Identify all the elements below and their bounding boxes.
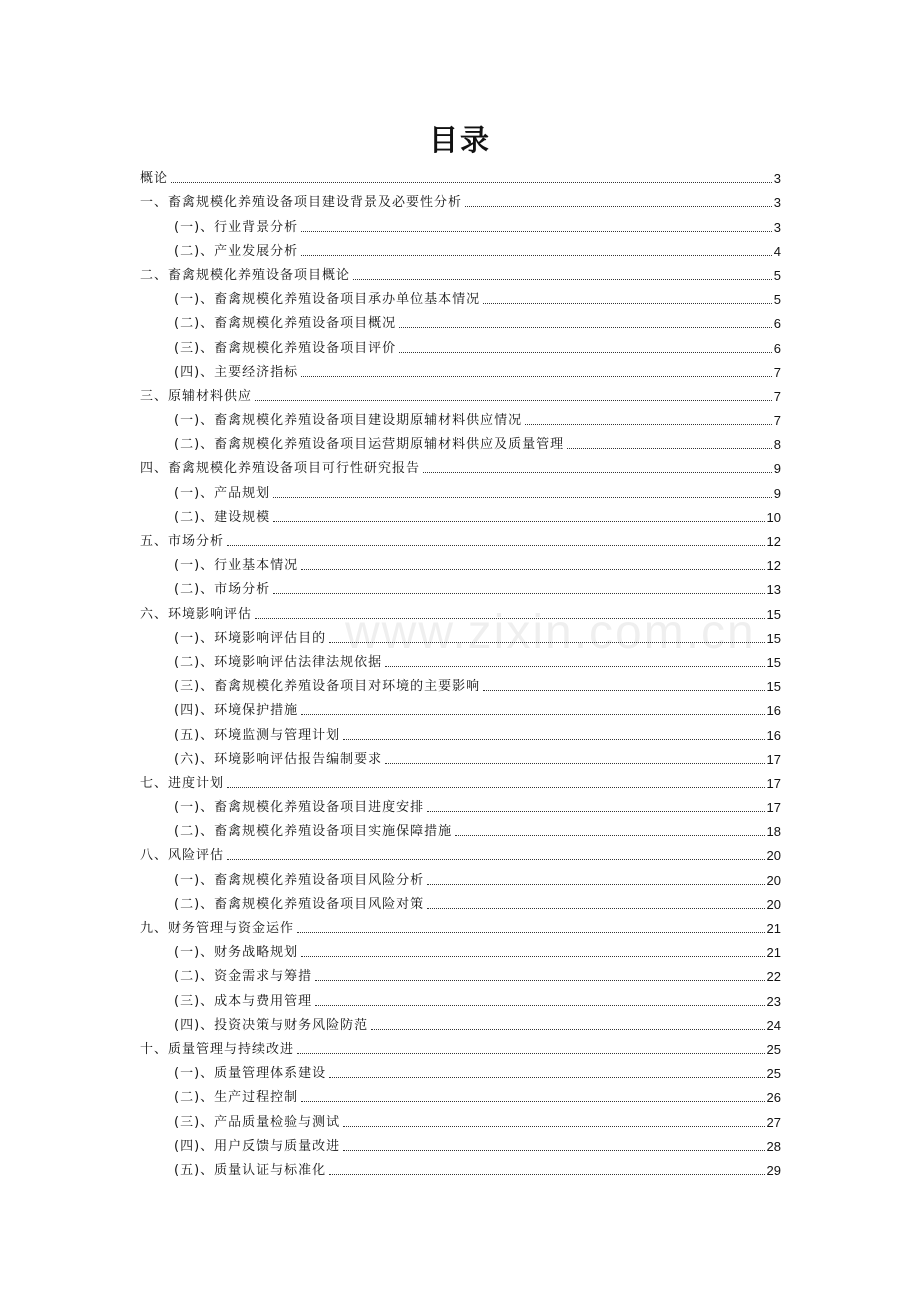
toc-entry-page-number: 15	[766, 679, 781, 695]
toc-entry[interactable]	[140, 743, 781, 767]
toc-entry[interactable]	[140, 1154, 781, 1178]
toc-entry-label: (二)、畜禽规模化养殖设备项目运营期原辅材料供应及质量管理	[174, 437, 565, 453]
toc-entry-page-number: 16	[766, 703, 781, 719]
toc-entry[interactable]	[140, 162, 781, 186]
toc-entry[interactable]	[140, 1130, 781, 1154]
toc-entry-page-number: 17	[766, 751, 781, 767]
dot-leader	[399, 352, 772, 353]
toc-entry-label: (二)、建设规模	[174, 509, 271, 525]
toc-entry-page-number: 3	[773, 171, 781, 187]
dot-leader	[315, 980, 764, 981]
toc-entry[interactable]	[140, 767, 781, 791]
toc-entry-page-number: 22	[766, 969, 781, 985]
dot-leader	[255, 618, 765, 619]
dot-leader	[465, 206, 772, 207]
toc-entry-label: (三)、成本与费用管理	[174, 993, 313, 1009]
toc-entry-page-number: 23	[766, 993, 781, 1009]
toc-entry[interactable]	[140, 404, 781, 428]
table-of-contents	[140, 162, 781, 1178]
watermark: www.zixin.com.cn	[345, 606, 756, 659]
toc-entry-page-number: 12	[766, 534, 781, 549]
toc-entry-page-number: 3	[773, 195, 781, 211]
dot-leader	[427, 811, 764, 812]
dot-leader	[273, 593, 764, 594]
toc-entry-label: 十、质量管理与持续改进	[140, 1041, 295, 1057]
toc-entry-label: (一)、行业基本情况	[174, 558, 299, 574]
toc-entry-label: (一)、行业背景分析	[174, 219, 299, 235]
toc-entry-label: (一)、畜禽规模化养殖设备项目风险分析	[174, 872, 425, 888]
toc-entry[interactable]	[140, 1033, 781, 1057]
toc-entry-page-number: 5	[773, 267, 781, 283]
toc-entry-label: (三)、畜禽规模化养殖设备项目评价	[174, 340, 397, 356]
toc-entry-label: (二)、生产过程控制	[174, 1090, 299, 1106]
dot-leader	[371, 1029, 764, 1030]
toc-entry[interactable]	[140, 452, 781, 476]
toc-entry-page-number: 15	[766, 606, 781, 622]
toc-entry-page-number: 7	[773, 413, 781, 429]
toc-entry-label: 一、畜禽规模化养殖设备项目建设背景及必要性分析	[140, 195, 463, 211]
dot-leader	[427, 908, 764, 909]
dot-leader	[329, 1077, 764, 1078]
toc-entry-page-number: 26	[766, 1090, 781, 1106]
toc-entry-label: (二)、市场分析	[174, 582, 271, 598]
toc-entry[interactable]	[140, 694, 781, 718]
dot-leader	[301, 231, 772, 232]
toc-entry-label: 二、畜禽规模化养殖设备项目概论	[140, 267, 351, 283]
dot-leader	[525, 424, 772, 425]
toc-entry-page-number: 8	[773, 437, 781, 453]
toc-entry[interactable]	[140, 1057, 781, 1081]
toc-entry-page-number: 29	[766, 1162, 781, 1178]
toc-entry-label: 八、风险评估	[140, 848, 225, 864]
toc-entry-page-number: 21	[766, 945, 781, 961]
toc-entry-label: 七、进度计划	[140, 775, 225, 791]
toc-entry-page-number: 4	[773, 243, 781, 259]
toc-entry-page-number: 20	[766, 848, 781, 864]
dot-leader	[385, 763, 764, 764]
toc-entry[interactable]	[140, 186, 781, 210]
toc-entry-label: (三)、产品质量检验与测试	[174, 1114, 341, 1130]
toc-entry[interactable]	[140, 912, 781, 936]
toc-entry[interactable]	[140, 960, 781, 984]
toc-entry-label: 三、原辅材料供应	[140, 388, 253, 404]
dot-leader	[423, 472, 772, 473]
dot-leader	[301, 1101, 764, 1102]
toc-entry[interactable]	[140, 1009, 781, 1033]
toc-entry-page-number: 7	[773, 364, 781, 380]
toc-entry-page-number: 5	[773, 292, 781, 308]
toc-entry[interactable]	[140, 622, 781, 646]
toc-entry-label: (四)、用户反馈与质量改进	[174, 1138, 341, 1154]
toc-entry-page-number: 3	[773, 219, 781, 235]
toc-entry[interactable]	[140, 646, 781, 670]
toc-entry-page-number: 9	[773, 461, 781, 477]
toc-entry-page-number: 10	[766, 509, 781, 525]
toc-entry[interactable]	[140, 597, 781, 621]
toc-entry[interactable]	[140, 501, 781, 525]
toc-entry[interactable]	[140, 356, 781, 380]
toc-entry[interactable]	[140, 1105, 781, 1129]
toc-entry-page-number: 13	[766, 582, 781, 598]
toc-entry-label: (一)、财务战略规划	[174, 945, 299, 961]
dot-leader	[483, 303, 772, 304]
toc-entry[interactable]	[140, 791, 781, 815]
dot-leader	[301, 714, 764, 715]
toc-entry[interactable]	[140, 549, 781, 573]
toc-entry-label: (四)、环境保护措施	[174, 703, 299, 719]
dot-leader	[329, 642, 764, 643]
dot-leader	[483, 690, 764, 691]
toc-entry[interactable]	[140, 573, 781, 597]
toc-entry[interactable]	[140, 476, 781, 500]
toc-entry-label: (一)、畜禽规模化养殖设备项目进度安排	[174, 800, 425, 816]
dot-leader	[329, 1174, 764, 1175]
toc-entry[interactable]	[140, 1081, 781, 1105]
toc-entry-page-number: 16	[766, 727, 781, 743]
toc-entry-page-number: 6	[773, 316, 781, 332]
dot-leader	[227, 859, 765, 860]
toc-entry-label: (四)、主要经济指标	[174, 364, 299, 380]
toc-entry[interactable]	[140, 936, 781, 960]
toc-entry[interactable]	[140, 331, 781, 355]
toc-entry-page-number: 20	[766, 896, 781, 912]
toc-entry-page-number: 15	[766, 630, 781, 646]
dot-leader	[297, 932, 765, 933]
toc-entry-label: (一)、产品规划	[174, 485, 271, 501]
dot-leader	[399, 327, 772, 328]
dot-leader	[427, 884, 764, 885]
dot-leader	[567, 448, 772, 449]
dot-leader	[255, 400, 772, 401]
toc-entry-label: 九、财务管理与资金运作	[140, 921, 295, 936]
dot-leader	[315, 1005, 764, 1006]
toc-entry[interactable]	[140, 525, 781, 549]
dot-leader	[227, 787, 765, 788]
toc-entry-page-number: 20	[766, 872, 781, 888]
toc-entry-page-number: 25	[766, 1041, 781, 1057]
toc-entry[interactable]	[140, 428, 781, 452]
dot-leader	[273, 497, 772, 498]
dot-leader	[385, 666, 764, 667]
toc-entry-label: (五)、质量认证与标准化	[174, 1162, 327, 1178]
toc-entry[interactable]	[140, 888, 781, 912]
toc-entry[interactable]	[140, 984, 781, 1008]
dot-leader	[171, 182, 772, 183]
dot-leader	[343, 1150, 764, 1151]
toc-entry-page-number: 7	[773, 388, 781, 404]
toc-entry-page-number: 25	[766, 1066, 781, 1082]
toc-entry-page-number: 28	[766, 1138, 781, 1154]
toc-entry-label: (二)、畜禽规模化养殖设备项目实施保障措施	[174, 824, 453, 840]
toc-entry-page-number: 18	[766, 824, 781, 840]
dot-leader	[273, 521, 764, 522]
toc-entry-label: 六、环境影响评估	[140, 606, 253, 622]
toc-entry-label: (五)、环境监测与管理计划	[174, 727, 341, 743]
toc-entry[interactable]	[140, 235, 781, 259]
toc-entry-label: (二)、畜禽规模化养殖设备项目风险对策	[174, 896, 425, 912]
dot-leader	[297, 1053, 765, 1054]
toc-entry-label: (二)、环境影响评估法律法规依据	[174, 654, 383, 670]
toc-entry[interactable]	[140, 283, 781, 307]
toc-entry-label: (三)、畜禽规模化养殖设备项目对环境的主要影响	[174, 679, 481, 695]
toc-entry[interactable]	[140, 210, 781, 234]
dot-leader	[301, 956, 764, 957]
toc-entry-page-number: 6	[773, 340, 781, 356]
dot-leader	[343, 739, 764, 740]
toc-entry[interactable]	[140, 839, 781, 863]
toc-entry-label: (二)、产业发展分析	[174, 243, 299, 259]
toc-entry-label: (一)、环境影响评估目的	[174, 630, 327, 646]
dot-leader	[301, 255, 772, 256]
toc-entry-page-number: 15	[766, 654, 781, 670]
dot-leader	[301, 569, 764, 570]
toc-entry-label: (六)、环境影响评估报告编制要求	[174, 751, 383, 767]
toc-entry-label: 四、畜禽规模化养殖设备项目可行性研究报告	[140, 461, 421, 477]
toc-entry-label: (二)、资金需求与筹措	[174, 969, 313, 985]
toc-entry[interactable]	[140, 718, 781, 742]
toc-entry-page-number: 24	[766, 1017, 781, 1033]
toc-entry[interactable]	[140, 670, 781, 694]
toc-entry-page-number: 27	[766, 1114, 781, 1130]
dot-leader	[343, 1126, 764, 1127]
dot-leader	[301, 376, 772, 377]
toc-entry[interactable]	[140, 259, 781, 283]
toc-entry[interactable]	[140, 863, 781, 887]
toc-entry-label: (一)、畜禽规模化养殖设备项目建设期原辅材料供应情况	[174, 413, 523, 429]
toc-entry[interactable]	[140, 307, 781, 331]
toc-entry-page-number: 17	[766, 775, 781, 791]
toc-entry-label: (四)、投资决策与财务风险防范	[174, 1017, 369, 1033]
dot-leader	[227, 545, 765, 546]
toc-entry-label: (二)、畜禽规模化养殖设备项目概况	[174, 316, 397, 332]
toc-entry-page-number: 21	[766, 921, 781, 936]
toc-entry-page-number: 17	[766, 800, 781, 816]
toc-entry-label: (一)、质量管理体系建设	[174, 1066, 327, 1082]
toc-entry-label: (一)、畜禽规模化养殖设备项目承办单位基本情况	[174, 292, 481, 308]
toc-entry[interactable]	[140, 380, 781, 404]
dot-leader	[455, 835, 764, 836]
page-title: 目录	[428, 123, 491, 157]
toc-entry[interactable]	[140, 815, 781, 839]
dot-leader	[353, 279, 772, 280]
toc-entry-label: 概论	[140, 171, 169, 187]
toc-entry-page-number: 12	[766, 558, 781, 574]
toc-entry-page-number: 9	[773, 485, 781, 501]
toc-entry-label: 五、市场分析	[140, 534, 225, 549]
